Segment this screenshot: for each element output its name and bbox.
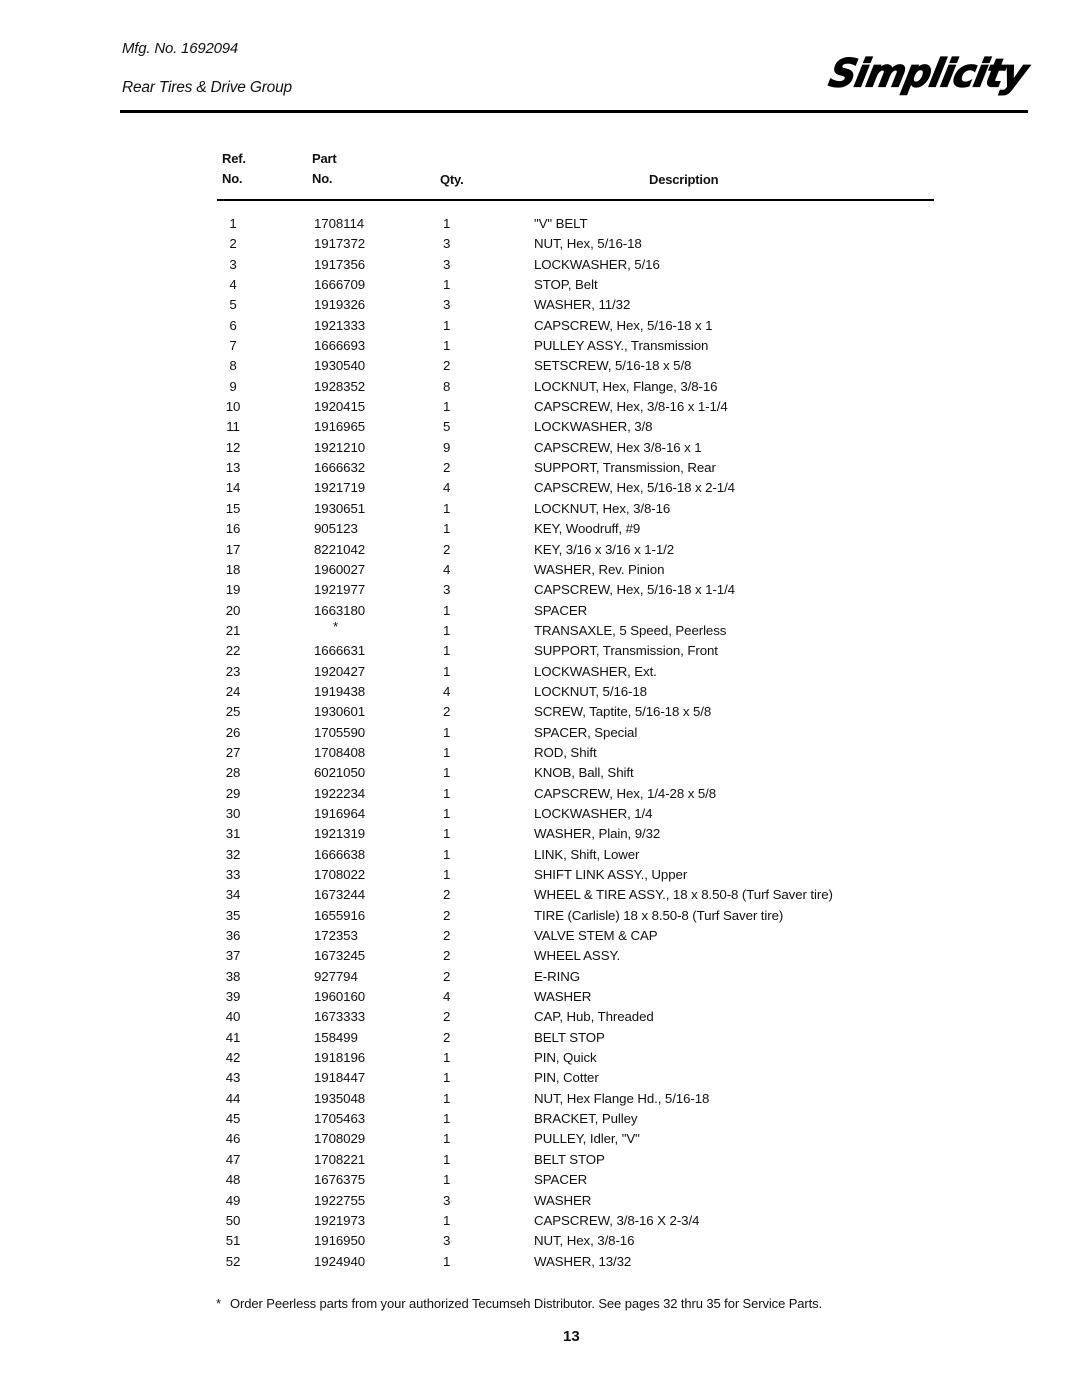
ref-number: 1 xyxy=(229,216,237,231)
quantity: 3 xyxy=(443,582,451,598)
table-row xyxy=(0,1068,1080,1088)
column-header-part-line2: No. xyxy=(312,171,333,186)
table-row xyxy=(0,214,1080,234)
quantity: 1 xyxy=(443,1212,451,1228)
part-number: 1666709 xyxy=(314,277,366,293)
description: WASHER, 11/32 xyxy=(534,297,631,313)
ref-number: 10 xyxy=(225,399,241,415)
ref-number: 22 xyxy=(225,643,241,659)
part-number: 1921977 xyxy=(314,582,366,598)
description: BRACKET, Pulley xyxy=(534,1111,638,1127)
column-header-description: Description xyxy=(649,172,719,187)
quantity: 2 xyxy=(443,704,451,720)
table-row xyxy=(0,1252,1080,1272)
description: SPACER, Special xyxy=(534,724,638,740)
ref-number: 26 xyxy=(225,724,241,740)
table-row xyxy=(0,682,1080,702)
ref-number: 25 xyxy=(225,704,241,720)
table-row xyxy=(0,499,1080,519)
table-row xyxy=(0,255,1080,275)
ref-number: 29 xyxy=(225,785,241,801)
table-row xyxy=(0,438,1080,458)
part-number: 1917356 xyxy=(314,256,366,272)
description: KEY, Woodruff, #9 xyxy=(534,521,641,537)
description: KNOB, Ball, Shift xyxy=(534,765,634,781)
quantity: 1 xyxy=(443,338,451,354)
description: ROD, Shift xyxy=(534,744,597,760)
description: CAPSCREW, Hex 3/8-16 x 1 xyxy=(534,439,702,455)
quantity: 1 xyxy=(443,1151,451,1167)
description: E-RING xyxy=(534,968,580,984)
description: NUT, Hex, 5/16-18 xyxy=(534,236,642,252)
ref-number: 5 xyxy=(229,297,237,313)
part-number: 1666693 xyxy=(314,338,366,354)
part-number: 1916964 xyxy=(314,805,366,821)
ref-number: 18 xyxy=(225,561,241,577)
part-number: 1930540 xyxy=(314,358,366,374)
part-number: 1918196 xyxy=(314,1050,366,1066)
description: NUT, Hex Flange Hd., 5/16-18 xyxy=(534,1090,710,1106)
table-row xyxy=(0,336,1080,356)
table-row xyxy=(0,1028,1080,1048)
footnote xyxy=(216,1295,896,1312)
ref-number: 23 xyxy=(225,663,241,679)
footnote-marker: * xyxy=(216,1296,221,1311)
table-row xyxy=(0,662,1080,682)
quantity: 1 xyxy=(443,1070,451,1086)
ref-number: 4 xyxy=(229,277,237,293)
description: CAP, Hub, Threaded xyxy=(534,1009,654,1025)
table-row xyxy=(0,275,1080,295)
table-row xyxy=(0,234,1080,254)
ref-number: 17 xyxy=(225,541,241,557)
ref-number: 19 xyxy=(225,582,241,598)
part-number: 1935048 xyxy=(314,1090,366,1106)
description: KEY, 3/16 x 3/16 x 1-1/2 xyxy=(534,541,675,557)
part-number: 1666638 xyxy=(314,846,366,862)
table-row xyxy=(0,316,1080,336)
part-number: 1920427 xyxy=(314,663,366,679)
quantity: 1 xyxy=(443,724,451,740)
quantity: 1 xyxy=(443,216,451,231)
table-row xyxy=(0,1170,1080,1190)
part-number: 1708114 xyxy=(314,216,365,231)
table-row xyxy=(0,478,1080,498)
ref-number: 38 xyxy=(225,968,241,984)
quantity: 1 xyxy=(443,399,451,415)
description: WHEEL & TIRE ASSY., 18 x 8.50-8 (Turf Saver tire) xyxy=(534,887,833,903)
quantity: 1 xyxy=(443,277,451,293)
ref-number: 16 xyxy=(225,521,241,537)
description: TIRE (Carlisle) 18 x 8.50-8 (Turf Saver tire) xyxy=(534,907,784,923)
ref-number: 44 xyxy=(225,1090,241,1106)
description: CAPSCREW, 3/8-16 X 2-3/4 xyxy=(534,1212,700,1228)
description: SUPPORT, Transmission, Front xyxy=(534,643,718,659)
table-row xyxy=(0,295,1080,315)
description: LOCKWASHER, 5/16 xyxy=(534,256,660,272)
ref-number: 46 xyxy=(225,1131,241,1147)
description: WASHER, Plain, 9/32 xyxy=(534,826,661,842)
table-row xyxy=(0,702,1080,722)
quantity: 5 xyxy=(443,419,451,435)
quantity: 1 xyxy=(443,1050,451,1066)
table-row xyxy=(0,560,1080,580)
part-number: 1919438 xyxy=(314,683,366,699)
table-row xyxy=(0,1211,1080,1231)
part-number: 1930651 xyxy=(314,500,366,516)
quantity: 3 xyxy=(443,236,451,252)
description: CAPSCREW, Hex, 3/8-16 x 1-1/4 xyxy=(534,399,728,415)
description: LOCKNUT, Hex, 3/8-16 xyxy=(534,500,671,516)
part-number: 1960027 xyxy=(314,561,366,577)
ref-number: 43 xyxy=(225,1070,241,1086)
table-row xyxy=(0,906,1080,926)
description: CAPSCREW, Hex, 1/4-28 x 5/8 xyxy=(534,785,717,801)
quantity: 4 xyxy=(443,561,451,577)
column-header-ref-line1: Ref. xyxy=(222,151,246,166)
ref-number: 20 xyxy=(225,602,241,618)
description: CAPSCREW, Hex, 5/16-18 x 1-1/4 xyxy=(534,582,735,598)
quantity: 3 xyxy=(443,1233,451,1249)
description: PULLEY, Idler, "V" xyxy=(534,1131,640,1147)
part-number: 1666632 xyxy=(314,460,366,476)
quantity: 2 xyxy=(443,358,451,374)
description: LOCKWASHER, 1/4 xyxy=(534,805,653,821)
quantity: 1 xyxy=(443,1253,451,1269)
description: WHEEL ASSY. xyxy=(534,948,621,964)
brand-logo: Simplicity xyxy=(825,51,1032,97)
part-number: 1921319 xyxy=(314,826,366,842)
table-row xyxy=(0,377,1080,397)
part-number: 927794 xyxy=(314,968,358,984)
part-number: 1928352 xyxy=(314,378,366,394)
part-number: 1666631 xyxy=(314,643,366,659)
ref-number: 41 xyxy=(225,1029,241,1045)
ref-number: 49 xyxy=(225,1192,241,1208)
description: PULLEY ASSY., Transmission xyxy=(534,338,709,354)
ref-number: 34 xyxy=(225,887,241,903)
description: SUPPORT, Transmission, Rear xyxy=(534,460,716,476)
table-row xyxy=(0,519,1080,539)
description: VALVE STEM & CAP xyxy=(534,928,658,944)
part-number: 1916965 xyxy=(314,419,366,435)
part-number: 1708029 xyxy=(314,1131,366,1147)
quantity: 1 xyxy=(443,1131,451,1147)
ref-number: 8 xyxy=(229,358,237,374)
description: SPACER xyxy=(534,1172,588,1188)
table-row xyxy=(0,1150,1080,1170)
part-number: 1673245 xyxy=(314,948,366,964)
description: STOP, Belt xyxy=(534,277,598,293)
table-header-rule xyxy=(217,199,934,201)
ref-number: 3 xyxy=(229,256,237,272)
part-number: 1960160 xyxy=(314,989,366,1005)
ref-number: 33 xyxy=(225,867,241,882)
table-row xyxy=(0,601,1080,621)
quantity: 4 xyxy=(443,480,451,496)
quantity: 1 xyxy=(443,1172,451,1188)
part-number: 1924940 xyxy=(314,1253,366,1269)
table-row xyxy=(0,618,1080,641)
ref-number: 9 xyxy=(229,378,237,394)
table-row xyxy=(0,804,1080,824)
table-row xyxy=(0,1129,1080,1149)
part-number: 1708221 xyxy=(314,1151,366,1167)
table-row xyxy=(0,580,1080,600)
quantity: 2 xyxy=(443,907,451,923)
description: LOCKNUT, Hex, Flange, 3/8-16 xyxy=(534,378,718,394)
quantity: 1 xyxy=(443,317,451,333)
part-number: 1921210 xyxy=(314,439,366,455)
table-row xyxy=(0,743,1080,763)
ref-number: 45 xyxy=(225,1111,241,1127)
ref-number: 37 xyxy=(225,948,241,964)
table-row xyxy=(0,1089,1080,1109)
description: WASHER, Rev. Pinion xyxy=(534,561,665,577)
quantity: 2 xyxy=(443,1029,451,1045)
part-number: 1705590 xyxy=(314,724,366,740)
description: LOCKWASHER, Ext. xyxy=(534,663,657,679)
quantity: 3 xyxy=(443,256,451,272)
quantity: 2 xyxy=(443,541,451,557)
ref-number: 50 xyxy=(225,1212,241,1228)
column-header-ref xyxy=(222,152,246,185)
part-number: 1673333 xyxy=(314,1009,366,1025)
part-number: 1919326 xyxy=(314,297,366,313)
table-row xyxy=(0,1007,1080,1027)
table-row xyxy=(0,967,1080,987)
part-number: 1916950 xyxy=(314,1233,366,1249)
table-row xyxy=(0,946,1080,966)
table-row xyxy=(0,723,1080,743)
description: BELT STOP xyxy=(534,1151,605,1167)
ref-number: 40 xyxy=(225,1009,241,1025)
table-row xyxy=(0,1191,1080,1211)
table-row xyxy=(0,763,1080,783)
ref-number: 12 xyxy=(225,439,241,455)
quantity: 1 xyxy=(443,602,451,618)
quantity: 1 xyxy=(443,1111,451,1127)
description: LOCKNUT, 5/16-18 xyxy=(534,683,647,699)
description: SPACER xyxy=(534,602,588,618)
part-number: 1921973 xyxy=(314,1212,366,1228)
column-header-part-line1: Part xyxy=(312,151,337,166)
table-row xyxy=(0,458,1080,478)
table-row xyxy=(0,1109,1080,1129)
table-body xyxy=(0,214,1080,1272)
quantity: 2 xyxy=(443,1009,451,1025)
quantity: 1 xyxy=(443,1090,451,1106)
ref-number: 48 xyxy=(225,1172,241,1188)
quantity: 4 xyxy=(443,683,451,699)
quantity: 1 xyxy=(443,500,451,516)
description: SHIFT LINK ASSY., Upper xyxy=(534,867,688,882)
part-number: 1922755 xyxy=(314,1192,366,1208)
ref-number: 21 xyxy=(225,622,241,638)
ref-number: 7 xyxy=(229,338,237,354)
ref-number: 30 xyxy=(225,805,241,821)
ref-number: 28 xyxy=(225,765,241,781)
ref-number: 31 xyxy=(225,826,241,842)
quantity: 1 xyxy=(443,663,451,679)
ref-number: 2 xyxy=(229,236,237,252)
quantity: 9 xyxy=(443,439,451,455)
column-header-ref-line2: No. xyxy=(222,171,243,186)
mfg-number: Mfg. No. 1692094 xyxy=(122,40,239,57)
part-number: 1930601 xyxy=(314,704,366,720)
quantity: 2 xyxy=(443,968,451,984)
quantity: 1 xyxy=(443,643,451,659)
table-row xyxy=(0,824,1080,844)
description: LINK, Shift, Lower xyxy=(534,846,640,862)
ref-number: 15 xyxy=(225,500,241,516)
description: SETSCREW, 5/16-18 x 5/8 xyxy=(534,358,692,374)
description: WASHER xyxy=(534,989,592,1005)
header-rule xyxy=(120,110,1028,113)
description: SCREW, Taptite, 5/16-18 x 5/8 xyxy=(534,704,712,720)
quantity: 1 xyxy=(443,622,451,638)
ref-number: 39 xyxy=(225,989,241,1005)
quantity: 4 xyxy=(443,989,451,1005)
ref-number: 11 xyxy=(226,419,240,435)
ref-number: 24 xyxy=(225,683,241,699)
part-number: 1920415 xyxy=(314,399,366,415)
description: "V" BELT xyxy=(534,216,588,231)
part-number: * xyxy=(333,618,339,634)
ref-number: 32 xyxy=(225,846,241,862)
quantity: 1 xyxy=(443,867,451,882)
quantity: 1 xyxy=(443,744,451,760)
part-number: 1676375 xyxy=(314,1172,366,1188)
description: PIN, Cotter xyxy=(534,1070,599,1086)
table-row xyxy=(0,417,1080,437)
ref-number: 6 xyxy=(229,317,237,333)
quantity: 2 xyxy=(443,460,451,476)
ref-number: 47 xyxy=(225,1151,241,1167)
table-row xyxy=(0,540,1080,560)
quantity: 1 xyxy=(443,846,451,862)
part-number: 6021050 xyxy=(314,765,366,781)
part-number: 1921719 xyxy=(314,480,366,496)
quantity: 1 xyxy=(443,785,451,801)
description: WASHER xyxy=(534,1192,592,1208)
quantity: 2 xyxy=(443,948,451,964)
ref-number: 51 xyxy=(225,1233,241,1249)
part-number: 172353 xyxy=(314,928,358,944)
part-number: 1705463 xyxy=(314,1111,366,1127)
page-number: 13 xyxy=(563,1328,580,1345)
part-number: 1922234 xyxy=(314,785,366,801)
section-title: Rear Tires & Drive Group xyxy=(122,79,292,96)
quantity: 3 xyxy=(443,297,451,313)
table-row xyxy=(0,397,1080,417)
quantity: 2 xyxy=(443,887,451,903)
part-number: 1921333 xyxy=(314,317,366,333)
part-number: 8221042 xyxy=(314,541,366,557)
footnote-text: Order Peerless parts from your authorized Tecumseh Distributor. See pages 32 thru 35 for Service Parts. xyxy=(230,1296,823,1311)
quantity: 2 xyxy=(443,928,451,944)
description: BELT STOP xyxy=(534,1029,605,1045)
table-row xyxy=(0,1231,1080,1251)
column-header-part xyxy=(312,152,337,185)
table-row xyxy=(0,926,1080,946)
description: WASHER, 13/32 xyxy=(534,1253,632,1269)
quantity: 1 xyxy=(443,765,451,781)
description: CAPSCREW, Hex, 5/16-18 x 1 xyxy=(534,317,713,333)
description: CAPSCREW, Hex, 5/16-18 x 2-1/4 xyxy=(534,480,735,496)
ref-number: 36 xyxy=(225,928,241,944)
part-number: 1663180 xyxy=(314,602,366,618)
quantity: 3 xyxy=(443,1192,451,1208)
part-number: 905123 xyxy=(314,521,358,537)
ref-number: 35 xyxy=(225,907,241,923)
quantity: 1 xyxy=(443,805,451,821)
description: TRANSAXLE, 5 Speed, Peerless xyxy=(534,622,727,638)
description: NUT, Hex, 3/8-16 xyxy=(534,1233,635,1249)
part-number: 1708408 xyxy=(314,744,366,760)
part-number: 1917372 xyxy=(314,236,366,252)
table-row xyxy=(0,885,1080,905)
table-row xyxy=(0,356,1080,376)
description: LOCKWASHER, 3/8 xyxy=(534,419,653,435)
description: PIN, Quick xyxy=(534,1050,597,1066)
part-number: 1708022 xyxy=(314,867,366,882)
quantity: 8 xyxy=(443,378,451,394)
table-row xyxy=(0,1048,1080,1068)
part-number: 1655916 xyxy=(314,907,366,923)
part-number: 1673244 xyxy=(314,887,366,903)
table-row xyxy=(0,784,1080,804)
ref-number: 27 xyxy=(225,744,241,760)
table-row xyxy=(0,641,1080,661)
table-row xyxy=(0,845,1080,865)
quantity: 1 xyxy=(443,521,451,537)
ref-number: 52 xyxy=(225,1253,241,1269)
table-row xyxy=(0,865,1080,885)
ref-number: 13 xyxy=(225,460,241,476)
quantity: 1 xyxy=(443,826,451,842)
part-number: 158499 xyxy=(314,1029,358,1045)
table-row xyxy=(0,987,1080,1007)
column-header-qty: Qty. xyxy=(440,172,464,187)
ref-number: 42 xyxy=(225,1050,241,1066)
ref-number: 14 xyxy=(225,480,241,496)
part-number: 1918447 xyxy=(314,1070,366,1086)
